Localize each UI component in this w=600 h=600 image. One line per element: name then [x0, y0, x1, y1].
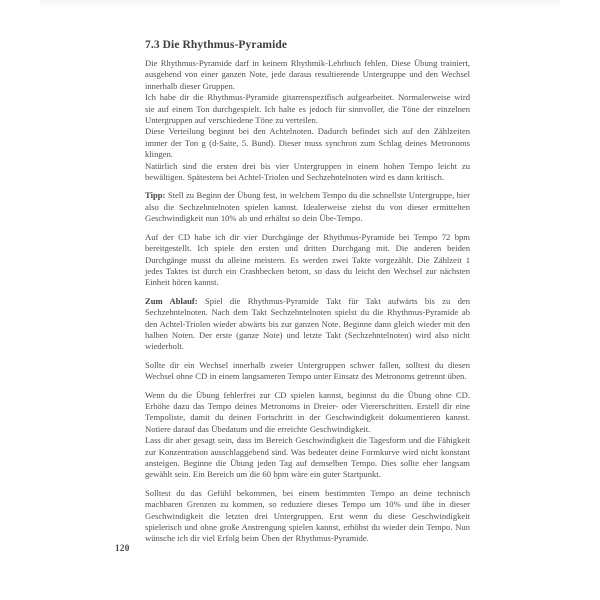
- paragraph-block: [145, 488, 470, 545]
- paragraph: Diese Verteilung beginnt bei den Achtelnoten. Dadurch befindet sich auf den Zählzeiten immer der Ton g (d-Saite, 5. Bund). Dieser muss synchron zum Schlag deines Metronoms klingen.: [145, 126, 470, 160]
- page-content: [145, 38, 470, 552]
- paragraph-block: [145, 360, 470, 383]
- paragraph-block: [145, 190, 470, 224]
- paragraph-block: [145, 58, 470, 183]
- paragraph: Die Rhythmus-Pyramide darf in keinem Rhythmik-Lehrbuch fehlen. Diese Übung trainiert, ausgehend von einer ganzen Note, jede daraus resultierende Untergruppe und den Wechsel innerhalb dieser Gruppen.: [145, 58, 470, 91]
- paragraph: Wenn du die Übung fehlerfrei zur CD spielen kannst, beginnst du die Übung ohne CD. Erhöhe dazu das Tempo deines Metronoms in Dreier- oder Viererschritten. Erstell dir eine Tempoliste, damit du deinen Fortschritt in der Geschwindigkeit dokumentieren kannst. Notiere darauf das Übedatum und die erreichte Geschwindigkeit.: [145, 389, 470, 434]
- paragraph: Ich habe dir die Rhythmus-Pyramide gitarrenspezifisch aufgearbeitet. Normalerweise wird sie auf einem Ton durchgespielt. Ich halte es jedoch für sinnvoller, die Töne der einzelnen Untergruppen auf verschiedene Töne zu verteilen.: [145, 92, 470, 126]
- paragraph: Solltest du das Gefühl bekommen, bei einem bestimmten Tempo an deine technisch machbaren Grenzen zu kommen, so reduziere dieses Tempo um 10% und übe in dieser Geschwindigkeit die letzten drei Untergruppen. Erst wenn du diese Geschwindigkeit spielerisch und ohne große Anstrengung spielen kannst, erhöhst du wieder dein Tempo. Nun wünsche ich dir viel Erfolg beim Üben der Rhythmus-Pyramide.: [145, 487, 470, 544]
- paragraph: Tipp: Stell zu Beginn der Übung fest, in welchem Tempo du die schnellste Untergruppe, hier also die Sechzehntelnoten spielen kannst. Idealerweise ziehst du von dieser ermittelten Geschwindigkeit nun 10% ab und erhältst so dein Übe-Tempo.: [145, 190, 470, 224]
- paragraph: Lass dir aber gesagt sein, dass im Bereich Geschwindigkeit die Tagesform und die Fähigkeit zur Konzentration ausschlaggebend sind. Was bedeutet deine Formkurve wird nicht konstant ansteigen. Beginne die Übung jeden Tag auf demselben Tempo. Dies sollte eher langsam gewählt sein. Ein Bereich um die 60 bpm wäre ein guter Startpunkt.: [145, 435, 470, 480]
- page-number: 120: [115, 543, 130, 553]
- body-paragraphs: [145, 58, 470, 545]
- paragraph: Auf der CD habe ich dir vier Durchgänge der Rhythmus-Pyramide bei Tempo 72 bpm bereitgestellt. Ich spiele den ersten und dritten Durchgang mit. Die anderen beiden Durchgänge musst du alleine meistern. Es werden zwei Takte vorgezählt. Die Zählzeit 1 jedes Taktes ist durch ein Crashbecken betont, so dass du leicht den Wechsel zur nächsten Einheit hören kannst.: [145, 231, 470, 288]
- paragraph-block: [145, 232, 470, 289]
- paragraph-lead: Zum Ablauf:: [145, 295, 205, 306]
- paragraph: Sollte dir ein Wechsel innerhalb zweier Untergruppen schwer fallen, solltest du diesen Wechsel ohne CD in einem langsameren Tempo unter Einsatz des Metronoms getrennt üben.: [145, 359, 470, 382]
- paragraph-block: [145, 390, 470, 481]
- paragraph-lead: Tipp:: [145, 190, 168, 201]
- paragraph: Zum Ablauf: Spiel die Rhythmus-Pyramide Takt für Takt aufwärts bis zu den Sechzehntelnoten. Nach dem Takt Sechzehntelnoten spielst du die Rhythmus-Pyramide ab den Achtel-Triolen wieder abwärts bis zur ganzen Note. Beginne dann gleich wieder mit den halben Noten. Der erste (ganze Note) und letzte Takt (Sechzehntelnoten) wird also nicht wiederholt.: [145, 295, 470, 352]
- paragraph: Natürlich sind die ersten drei bis vier Untergruppen in einem hohen Tempo leicht zu bewältigen. Spätestens bei Achtel-Triolen und Sechzehntelnoten wird es dann kritisch.: [145, 160, 470, 183]
- paragraph-block: [145, 296, 470, 353]
- page-top-edge-shadow: [40, 0, 560, 7]
- section-heading: 7.3 Die Rhythmus-Pyramide: [145, 39, 288, 51]
